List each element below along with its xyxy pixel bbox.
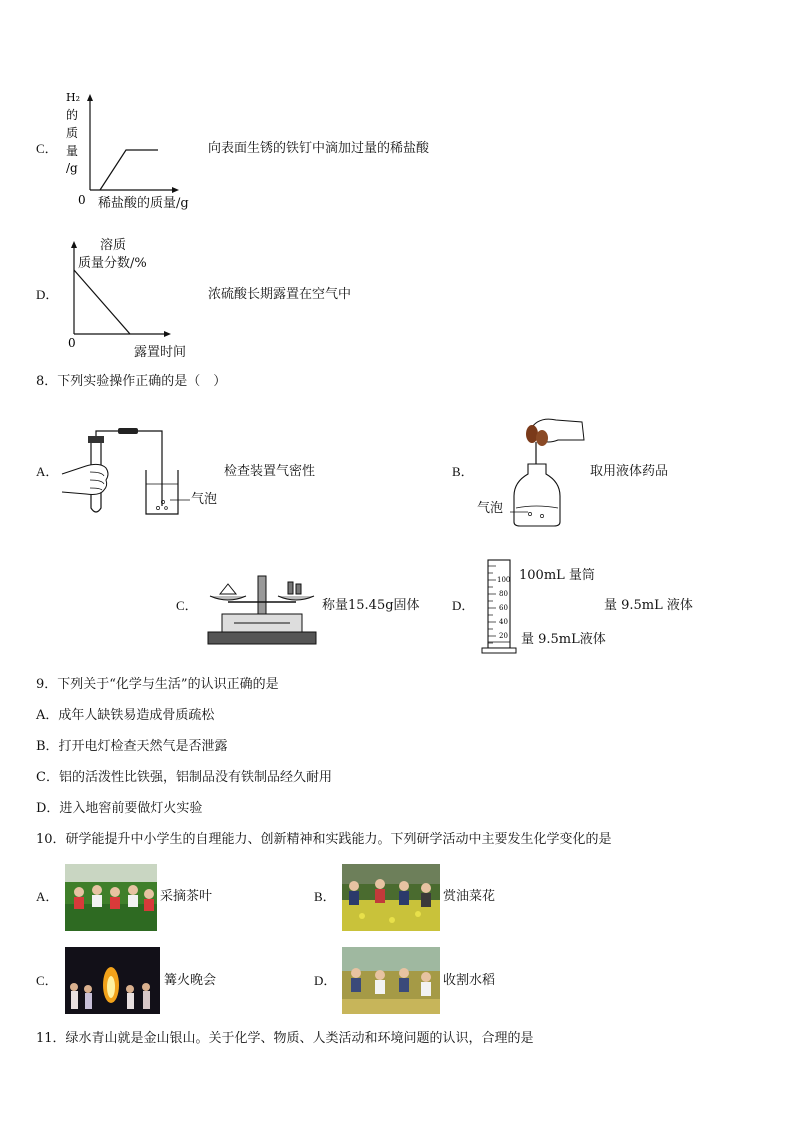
y-axis-label: 量 (66, 144, 79, 158)
question-11-stem: 11．绿水青山就是金山银山。关于化学、物质、人类活动和环境问题的认识，合理的是 (36, 1031, 534, 1046)
option-letter: D． (36, 287, 59, 302)
rice-harvest-photo (342, 947, 440, 1014)
balance-base (208, 632, 316, 644)
weight (296, 584, 301, 594)
y-axis-label: 质 (66, 126, 79, 140)
question-10-stem: 10．研学能提升中小学生的自理能力、创新精神和实践能力。下列研学活动中主要发生化学变化的是 (36, 832, 612, 847)
right-pan (278, 596, 314, 600)
y-axis-arrow (71, 241, 77, 248)
option-letter: C． (176, 598, 198, 613)
y-axis-label: /g (66, 161, 78, 175)
origin-label: 0 (68, 336, 76, 348)
option-description: 取用液体药品 (590, 464, 669, 479)
option-description: 篝火晚会 (164, 973, 217, 988)
scale-label: 40 (499, 618, 508, 626)
option-description: 向表面生锈的铁钉中滴加过量的稀盐酸 (208, 141, 430, 156)
option-letter: B． (452, 464, 474, 479)
scale-label: 100 (497, 576, 511, 584)
bubble (165, 507, 168, 510)
bubble (156, 506, 159, 509)
question-8-stem: 8．下列实验操作正确的是（ ） (36, 374, 227, 389)
bonfire-party-photo (65, 947, 160, 1014)
cylinder-label: 100mL 量筒 (519, 568, 595, 583)
y-axis-arrow (87, 94, 93, 101)
rubber-connector (118, 428, 138, 434)
stopper (88, 436, 104, 443)
y-axis-label: 的 (66, 108, 79, 122)
curve (74, 270, 130, 334)
option-letter: C． (36, 141, 58, 156)
level-label: 量 9.5mL液体 (521, 632, 606, 647)
x-axis-label: 稀盐酸的质量/g (98, 196, 189, 211)
option-letter: A． (36, 889, 59, 904)
x-axis-arrow (172, 187, 179, 193)
option-description: 收割水稻 (443, 973, 496, 988)
q9-option-b: B．打开电灯检查天然气是否泄露 (36, 739, 228, 754)
bubble-label: 气泡 (477, 501, 504, 516)
y-axis-label: 溶质 (100, 238, 127, 253)
weight (288, 582, 293, 594)
option-letter: D． (452, 598, 475, 613)
hand (62, 464, 108, 494)
curve (100, 150, 158, 190)
scale-label: 80 (499, 590, 508, 598)
solute-fraction-graph (64, 236, 194, 348)
rubber-bulb (526, 425, 538, 443)
dropper-bottle (508, 412, 588, 530)
option-letter: D． (314, 973, 337, 988)
paper-with-solid (220, 584, 236, 594)
option-description: 赏油菜花 (443, 889, 496, 904)
option-description: 称量15.45g固体 (322, 598, 420, 613)
bubble-label: 气泡 (191, 492, 218, 507)
scale-label: 20 (499, 632, 508, 640)
cylinder-base (482, 648, 516, 653)
q9-option-d: D．进入地窖前要做灯火实验 (36, 801, 203, 816)
bottle (514, 464, 560, 526)
x-axis-arrow (164, 331, 171, 337)
q9-option-a: A．成年人缺铁易造成骨质疏松 (36, 708, 215, 723)
y-axis-label: 质量分数/% (78, 256, 147, 271)
y-axis-label: H₂ (66, 91, 81, 104)
option-letter: B． (314, 889, 336, 904)
option-description: 量 9.5mL 液体 (604, 598, 693, 613)
origin-label: 0 (78, 193, 86, 207)
option-letter: A． (36, 464, 59, 479)
balance (204, 570, 320, 648)
rapeseed-flowers-photo (342, 864, 440, 931)
scale-label: 60 (499, 604, 508, 612)
left-pan (210, 596, 246, 600)
q9-option-c: C．铝的活泼性比铁强，铝制品没有铁制品经久耐用 (36, 770, 332, 785)
graduated-cylinder (480, 556, 520, 656)
option-description: 采摘茶叶 (160, 889, 213, 904)
option-description: 检查装置气密性 (224, 464, 316, 479)
question-9-stem: 9．下列关于“化学与生活”的认识正确的是 (36, 677, 279, 692)
option-description: 浓硫酸长期露置在空气中 (208, 287, 352, 302)
option-letter: C． (36, 973, 58, 988)
tea-picking-photo (65, 864, 157, 931)
balance-column (258, 576, 266, 614)
x-axis-label: 露置时间 (134, 345, 187, 360)
